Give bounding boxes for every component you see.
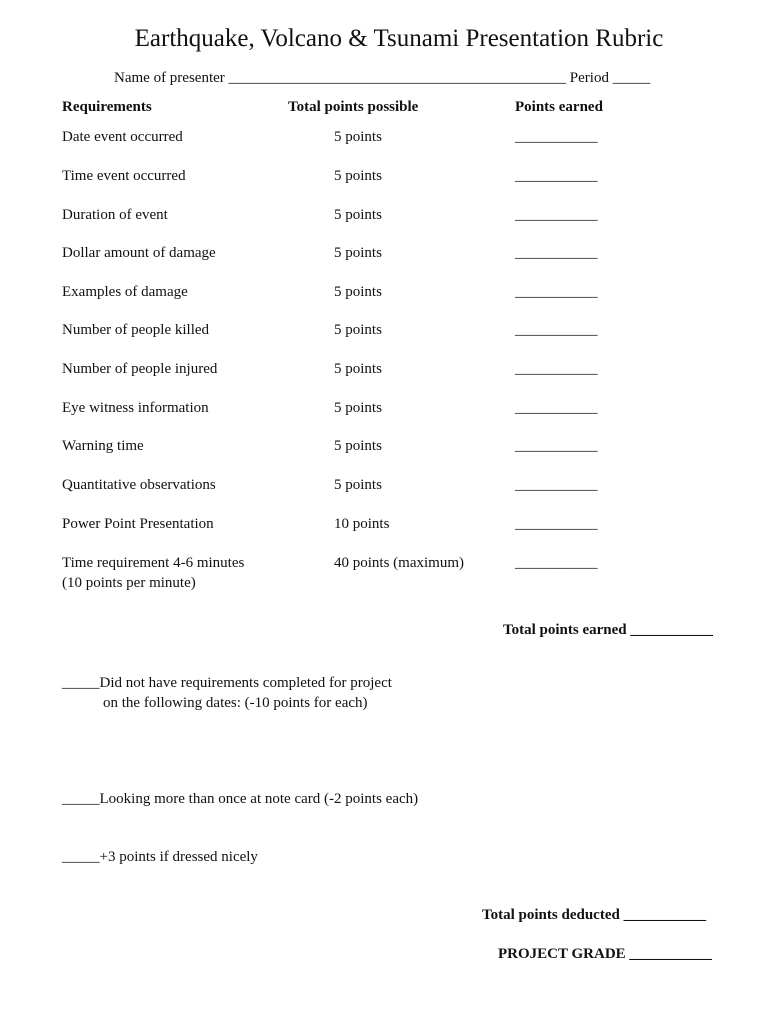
points-earned-blank: ___________: [515, 284, 598, 300]
points-possible: 5 points: [334, 168, 382, 184]
points-earned-blank: ___________: [515, 129, 598, 145]
rubric-row: [0, 475, 770, 515]
requirement-label: [62, 553, 312, 593]
points-possible: 10 points: [334, 516, 390, 532]
total-points-earned: Total points earned ___________: [503, 622, 713, 638]
rubric-row: [0, 205, 770, 245]
requirement-label: Warning time: [62, 438, 144, 454]
rubric-row: [0, 436, 770, 476]
requirement-label: Time event occurred: [62, 168, 186, 184]
requirement-label: Eye witness information: [62, 400, 209, 416]
requirement-label: Number of people injured: [62, 361, 218, 377]
deduction-note-card: _____Looking more than once at note card (-2 points each): [62, 791, 419, 807]
requirement-label: Number of people killed: [62, 322, 210, 338]
points-possible: 5 points: [334, 477, 382, 493]
points-possible: 5 points: [334, 284, 382, 300]
requirement-label: Quantitative observations: [62, 477, 216, 493]
points-earned-blank: ___________: [515, 322, 598, 338]
project-grade: PROJECT GRADE ___________: [498, 946, 712, 962]
points-earned-blank: ___________: [515, 516, 598, 532]
deduction-requirements-line2: on the following dates: (-10 points for each): [103, 695, 368, 711]
points-earned-blank: ___________: [515, 245, 598, 261]
points-possible: 5 points: [334, 322, 382, 338]
points-earned-blank: ___________: [515, 438, 598, 454]
bonus-dressed-nicely: _____+3 points if dressed nicely: [62, 849, 258, 865]
rubric-row: [0, 282, 770, 322]
total-points-deducted: Total points deducted ___________: [482, 907, 707, 923]
rubric-row: [0, 398, 770, 438]
points-possible: 5 points: [334, 400, 382, 416]
requirement-label: Duration of event: [62, 207, 168, 223]
points-earned-blank: ___________: [515, 400, 598, 416]
points-earned-blank: ___________: [515, 207, 598, 223]
points-earned-blank: ___________: [515, 361, 598, 377]
points-earned-blank: ___________: [515, 477, 598, 493]
points-possible: 5 points: [334, 438, 382, 454]
points-possible: 5 points: [334, 207, 382, 223]
rubric-row: [0, 514, 770, 554]
points-possible: 5 points: [334, 361, 382, 377]
header-requirements: Requirements: [62, 99, 152, 115]
points-possible: 40 points (maximum): [334, 555, 464, 571]
page-title: Earthquake, Volcano & Tsunami Presentation Rubric: [134, 25, 664, 52]
points-possible: 5 points: [334, 245, 382, 261]
points-earned-blank: ___________: [515, 555, 598, 571]
requirement-label: Dollar amount of damage: [62, 245, 216, 261]
requirement-label: Power Point Presentation: [62, 516, 214, 532]
requirement-label: Examples of damage: [62, 284, 188, 300]
header-points-earned: Points earned: [515, 99, 603, 115]
requirement-label-line2: (10 points per minute): [62, 575, 196, 591]
rubric-row: [0, 320, 770, 360]
deduction-requirements-line1: _____Did not have requirements completed for project: [62, 675, 392, 691]
header-total-points-possible: Total points possible: [288, 99, 419, 115]
presenter-name-period-line: Name of presenter _____________________________________________ Period _____: [114, 70, 651, 86]
points-possible: 5 points: [334, 129, 382, 145]
rubric-row: [0, 243, 770, 283]
rubric-row: [0, 166, 770, 206]
rubric-row: [0, 553, 770, 597]
deduction-requirements-incomplete: [62, 673, 392, 713]
requirement-label-line1: Time requirement 4-6 minutes: [62, 555, 245, 571]
requirement-label: Date event occurred: [62, 129, 183, 145]
points-earned-blank: ___________: [515, 168, 598, 184]
rubric-row: [0, 359, 770, 399]
rubric-row: [0, 127, 770, 167]
